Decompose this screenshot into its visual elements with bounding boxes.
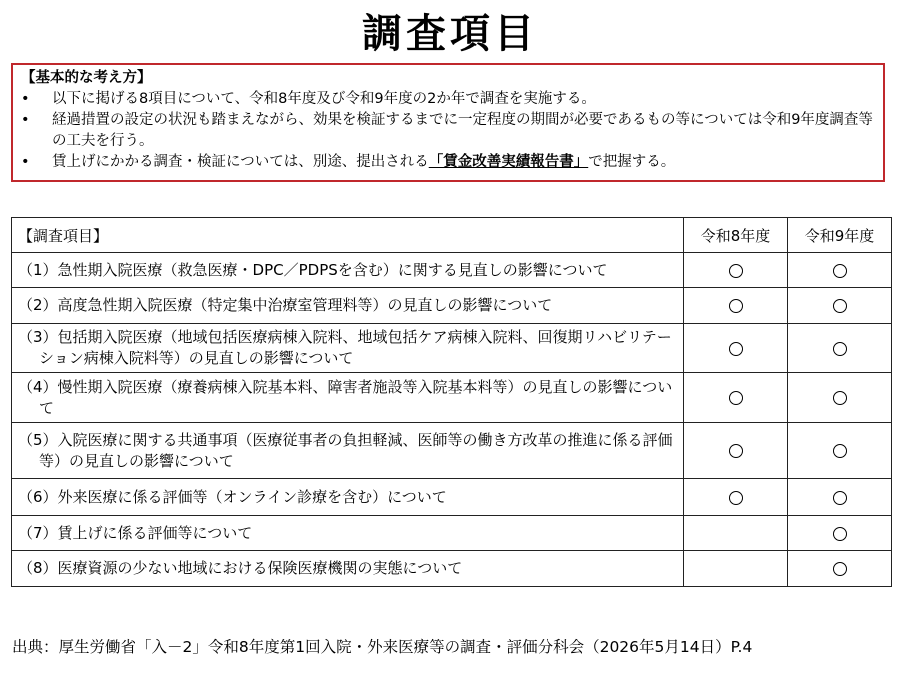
circle-mark-icon: [729, 444, 743, 458]
cell-year-r9: [788, 516, 892, 551]
table-row: [12, 551, 892, 587]
table-body: [12, 253, 892, 587]
item-cell: [12, 373, 684, 423]
principle-text: で把握する。: [588, 154, 676, 170]
wage-report-emphasis: 「賃金改善実績報告書」: [428, 154, 589, 170]
bullet-dot-icon: •: [21, 154, 30, 170]
cell-year-r9: [788, 288, 892, 324]
table-row: [12, 479, 892, 516]
circle-mark-icon: [833, 491, 847, 505]
item-text: （3）包括期入院医療（地域包括医療病棟入院料、地域包括ケア病棟入院料、回復期リハビリテーション病棟入院料等）の見直しの影響について: [18, 328, 672, 367]
principle-text: 賃上げにかかる調査・検証については、別途、提出される: [52, 154, 429, 170]
cell-year-r8: [684, 516, 788, 551]
item-cell: [12, 253, 684, 288]
cell-year-r8: [684, 253, 788, 288]
principle-bullet-1: [21, 89, 873, 110]
item-cell: [12, 479, 684, 516]
item-cell: [12, 288, 684, 324]
header-year-r9: 令和9年度: [788, 218, 892, 253]
item-text: （5）入院医療に関する共通事項（医療従事者の負担軽減、医師等の働き方改革の推進に係る評価等）の見直しの影響について: [18, 430, 673, 470]
cell-year-r9: [788, 253, 892, 288]
principles-heading: 【基本的な考え方】: [21, 70, 152, 86]
item-text: （8）医療資源の少ない地域における保険医療機関の実態について: [18, 559, 463, 577]
table-row: [12, 288, 892, 324]
cell-year-r8: [684, 324, 788, 373]
header-item: 【調査項目】: [12, 218, 684, 253]
circle-mark-icon: [729, 299, 743, 313]
principle-text: 経過措置の設定の状況も踏まえながら、効果を検証するまでに一定程度の期間が必要であるもの等については令和9年度調査等の工夫を行う。: [52, 112, 873, 149]
circle-mark-icon: [729, 342, 743, 356]
bullet-dot-icon: •: [21, 112, 30, 128]
table-row: [12, 423, 892, 479]
cell-year-r9: [788, 373, 892, 423]
circle-mark-icon: [729, 264, 743, 278]
principle-bullet-3: [21, 152, 873, 173]
cell-year-r9: [788, 423, 892, 479]
table-row: [12, 373, 892, 423]
circle-mark-icon: [833, 264, 847, 278]
basic-principles-box: [11, 63, 885, 182]
cell-year-r9: [788, 551, 892, 587]
circle-mark-icon: [833, 299, 847, 313]
item-text: （7）賃上げに係る評価等について: [18, 523, 253, 542]
item-cell: [12, 516, 684, 551]
item-cell: [12, 423, 684, 479]
circle-mark-icon: [833, 342, 847, 356]
cell-year-r9: [788, 479, 892, 516]
table-row: [12, 324, 892, 373]
source-citation: 出典：厚生労働省「入－2」令和8年度第1回入院・外来医療等の調査・評価分科会（2026年5月14日）P.4: [12, 638, 753, 656]
cell-year-r8: [684, 423, 788, 479]
cell-year-r8: [684, 373, 788, 423]
bullet-dot-icon: •: [21, 91, 30, 107]
cell-year-r8: [684, 479, 788, 516]
item-text: （1）急性期入院医療（救急医療・DPC／PDPSを含む）に関する見直しの影響について: [18, 260, 608, 279]
item-text: （6）外来医療に係る評価等（オンライン診療を含む）について: [18, 487, 447, 506]
table-row: [12, 253, 892, 288]
item-cell: [12, 324, 684, 373]
table-row: [12, 516, 892, 551]
cell-year-r8: [684, 288, 788, 324]
page-title: 調査項目: [362, 11, 538, 57]
cell-year-r9: [788, 324, 892, 373]
item-cell: [12, 551, 684, 587]
survey-items-table: [11, 217, 892, 587]
circle-mark-icon: [833, 527, 847, 541]
item-text: （2）高度急性期入院医療（特定集中治療室管理料等）の見直しの影響について: [18, 296, 553, 314]
circle-mark-icon: [833, 391, 847, 405]
circle-mark-icon: [729, 391, 743, 405]
circle-mark-icon: [729, 491, 743, 505]
table-header-row: [12, 218, 892, 253]
principle-text: 以下に掲げる8項目について、令和8年度及び令和9年度の2か年で調査を実施する。: [52, 91, 596, 107]
circle-mark-icon: [833, 444, 847, 458]
principle-bullet-2: [21, 110, 873, 152]
header-year-r8: 令和8年度: [684, 218, 788, 253]
circle-mark-icon: [833, 562, 847, 576]
cell-year-r8: [684, 551, 788, 587]
item-text: （4）慢性期入院医療（療養病棟入院基本料、障害者施設等入院基本料等）の見直しの影響について: [18, 377, 673, 417]
